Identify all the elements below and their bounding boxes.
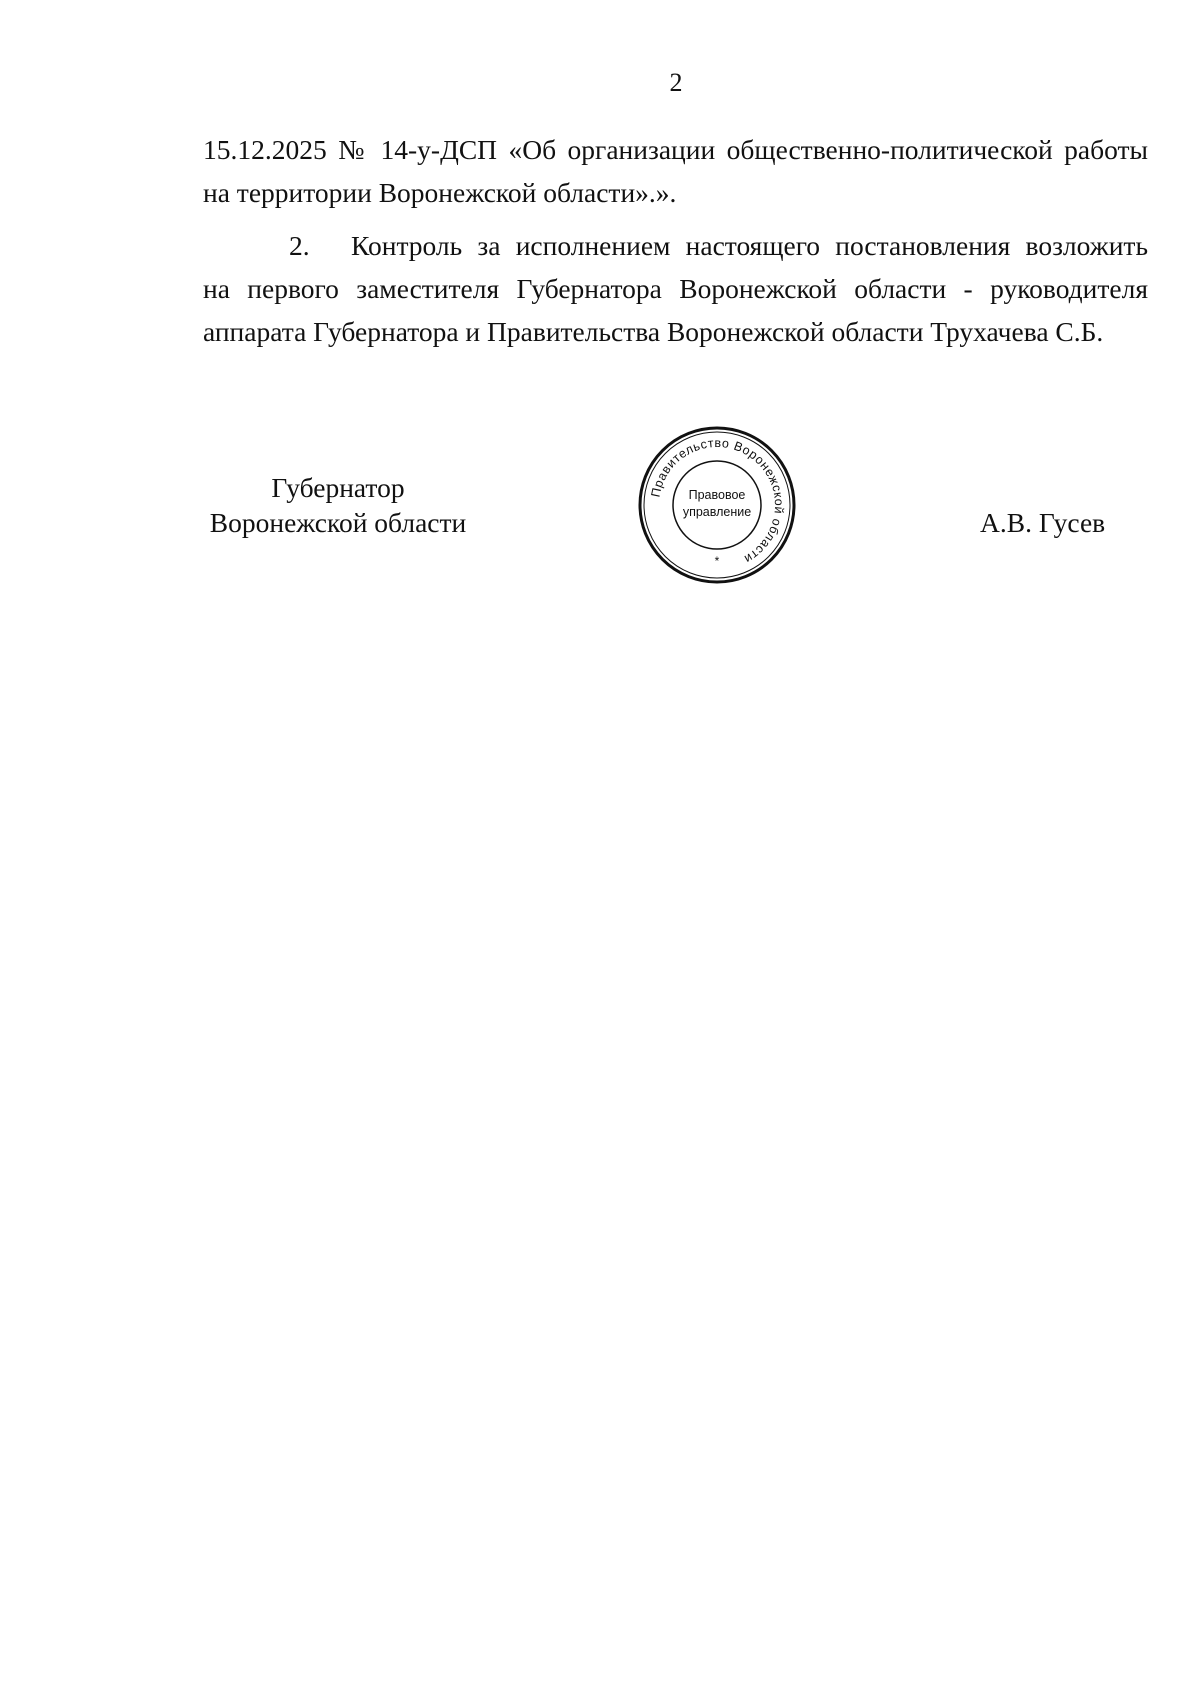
stamp-outer-text: Правительство Воронежской области (648, 435, 787, 567)
stamp-star: * (714, 554, 720, 568)
stamp-inner-line-2: управление (682, 505, 752, 519)
paragraph-1-line-1: 15.12.2025 № 14-у-ДСП «Об организации общественно-политической работы (203, 134, 1148, 165)
paragraph-2-line-2: на первого заместителя Губернатора Воронежской области - руководителя (203, 273, 1148, 304)
signatory-position-line-1: Губернатор (271, 472, 405, 503)
paragraph-2-number: 2. (289, 230, 310, 261)
signatory-position (203, 470, 473, 540)
paragraph-2-line-1-text: Контроль за исполнением настоящего постановления возложить (351, 230, 1148, 261)
paragraph-1 (203, 128, 1148, 214)
signatory-position-line-2: Воронежской области (209, 507, 467, 538)
official-stamp (637, 425, 797, 585)
stamp-inner-line-1: Правовое (688, 488, 746, 502)
paragraph-1-line-2: на территории Воронежской области».». (203, 177, 677, 208)
paragraph-2-line-3: аппарата Губернатора и Правительства Воронежской области Трухачева С.Б. (203, 316, 1104, 347)
signatory-name: А.В. Гусев (980, 507, 1106, 538)
paragraph-2-line-1 (203, 224, 1148, 267)
paragraph-2 (203, 224, 1148, 353)
page-number: 2 (669, 68, 683, 97)
